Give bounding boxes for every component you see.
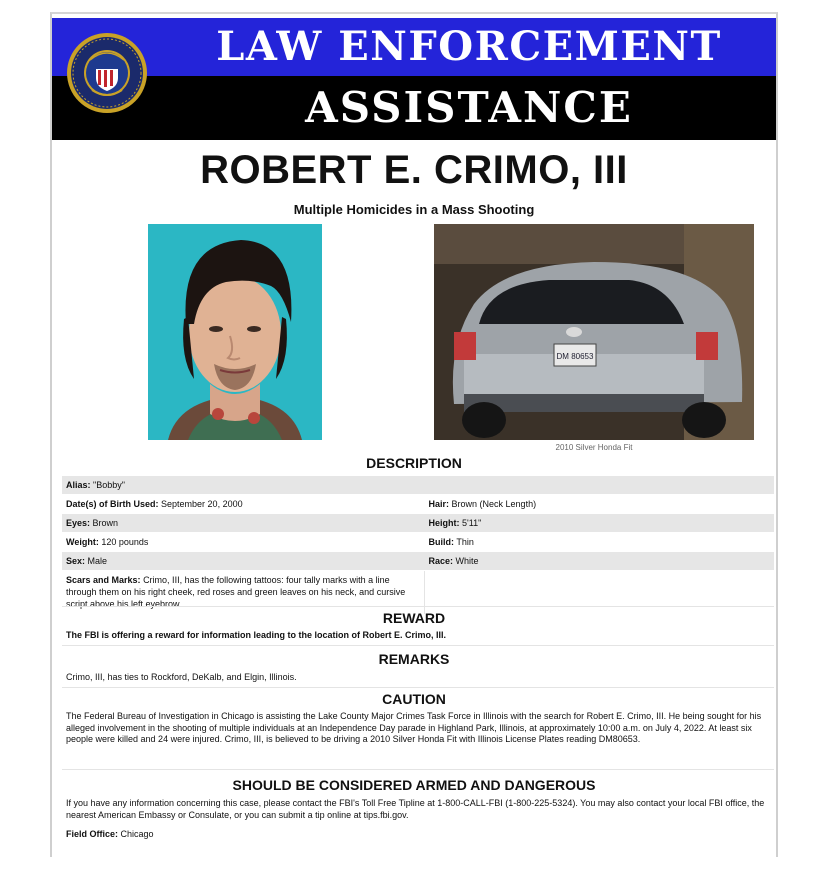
eyes-label: Eyes: bbox=[66, 518, 91, 528]
dob-label: Date(s) of Birth Used: bbox=[66, 499, 159, 509]
divider bbox=[62, 687, 774, 688]
divider bbox=[62, 606, 774, 607]
scars-value: Crimo, III, has the following tattoos: four tally marks with a line through them on his right cheek, red roses and green leaves on his neck, and cursive script above his left eyebrow. bbox=[66, 575, 406, 609]
banner-title-line2: ASSISTANCE bbox=[305, 83, 633, 132]
dob-cell bbox=[62, 495, 425, 514]
build-label: Build: bbox=[428, 537, 454, 547]
field-office bbox=[66, 829, 766, 841]
alias-cell bbox=[62, 476, 774, 495]
subject-photo bbox=[148, 224, 322, 440]
weight-value: 120 pounds bbox=[101, 537, 149, 547]
scars-label: Scars and Marks: bbox=[66, 575, 141, 585]
hair-value: Brown (Neck Length) bbox=[451, 499, 537, 509]
vehicle-photo bbox=[434, 224, 754, 440]
build-cell bbox=[425, 533, 775, 552]
race-label: Race: bbox=[428, 556, 454, 566]
sex-value: Male bbox=[87, 556, 108, 566]
remarks-heading: REMARKS bbox=[378, 651, 450, 667]
eyes-cell bbox=[62, 514, 425, 533]
description-table bbox=[62, 476, 774, 615]
sex-cell bbox=[62, 552, 425, 571]
armed-dangerous-heading: SHOULD BE CONSIDERED ARMED AND DANGEROUS bbox=[232, 777, 596, 793]
height-label: Height: bbox=[428, 518, 460, 528]
field-office-value: Chicago bbox=[120, 829, 154, 839]
subject-charge: Multiple Homicides in a Mass Shooting bbox=[293, 202, 535, 217]
reward-heading: REWARD bbox=[382, 610, 446, 626]
table-row bbox=[62, 533, 774, 552]
height-cell bbox=[425, 514, 775, 533]
build-value: Thin bbox=[456, 537, 474, 547]
sex-label: Sex: bbox=[66, 556, 86, 566]
alias-value: "Bobby" bbox=[93, 480, 125, 490]
hair-label: Hair: bbox=[428, 499, 450, 509]
caution-heading: CAUTION bbox=[382, 691, 446, 707]
field-office-label: Field Office: bbox=[66, 829, 119, 839]
table-row bbox=[62, 476, 774, 495]
weight-label: Weight: bbox=[66, 537, 99, 547]
table-row bbox=[62, 552, 774, 571]
hair-cell bbox=[425, 495, 775, 514]
tipline-text: If you have any information concerning this case, please contact the FBI's Toll Free Tipline at 1-800-CALL-FBI (1-800-225-5324). You may also contact your local FBI office, the nearest American Embassy or Consulate, or you can submit a tip online at tips.fbi.gov. bbox=[66, 798, 765, 820]
subject-name: ROBERT E. CRIMO, III bbox=[200, 148, 628, 192]
fbi-seal-icon bbox=[66, 32, 148, 114]
reward-text: The FBI is offering a reward for information leading to the location of Robert E. Crimo, III. bbox=[66, 630, 447, 640]
table-row bbox=[62, 495, 774, 514]
vehicle-caption: 2010 Silver Honda Fit bbox=[555, 443, 633, 452]
divider bbox=[62, 645, 774, 646]
wanted-poster bbox=[50, 12, 778, 857]
remarks-text: Crimo, III, has ties to Rockford, DeKalb, and Elgin, Illinois. bbox=[66, 672, 297, 682]
scars-cell bbox=[62, 571, 425, 615]
height-value: 5'11" bbox=[462, 518, 482, 528]
license-plate-text: DM 80653 bbox=[556, 352, 594, 361]
table-row bbox=[62, 514, 774, 533]
race-cell bbox=[425, 552, 775, 571]
description-heading: DESCRIPTION bbox=[366, 455, 462, 471]
divider bbox=[62, 769, 774, 770]
alias-label: Alias: bbox=[66, 480, 91, 490]
dob-value: September 20, 2000 bbox=[161, 499, 243, 509]
caution-text: The Federal Bureau of Investigation in Chicago is assisting the Lake County Major Crimes Task Force in Illinois with the search for Robert E. Crimo, III. He being sought for his alleged involvement in the shooting of multiple individuals at an Independence Day parade in Highland Park, Illinois, at approximately 10:00 a.m. on July 4, 2022. At least six people were killed and 24 were injured. Crimo, III, is believed to be driving a 2010 Silver Honda Fit with Illinois License Plates reading DM80653. bbox=[66, 711, 762, 744]
eyes-value: Brown bbox=[92, 518, 119, 528]
race-value: White bbox=[455, 556, 479, 566]
table-row bbox=[62, 571, 774, 615]
banner-title-line1: LAW ENFORCEMENT bbox=[216, 23, 722, 70]
empty-cell bbox=[425, 571, 775, 615]
weight-cell bbox=[62, 533, 425, 552]
